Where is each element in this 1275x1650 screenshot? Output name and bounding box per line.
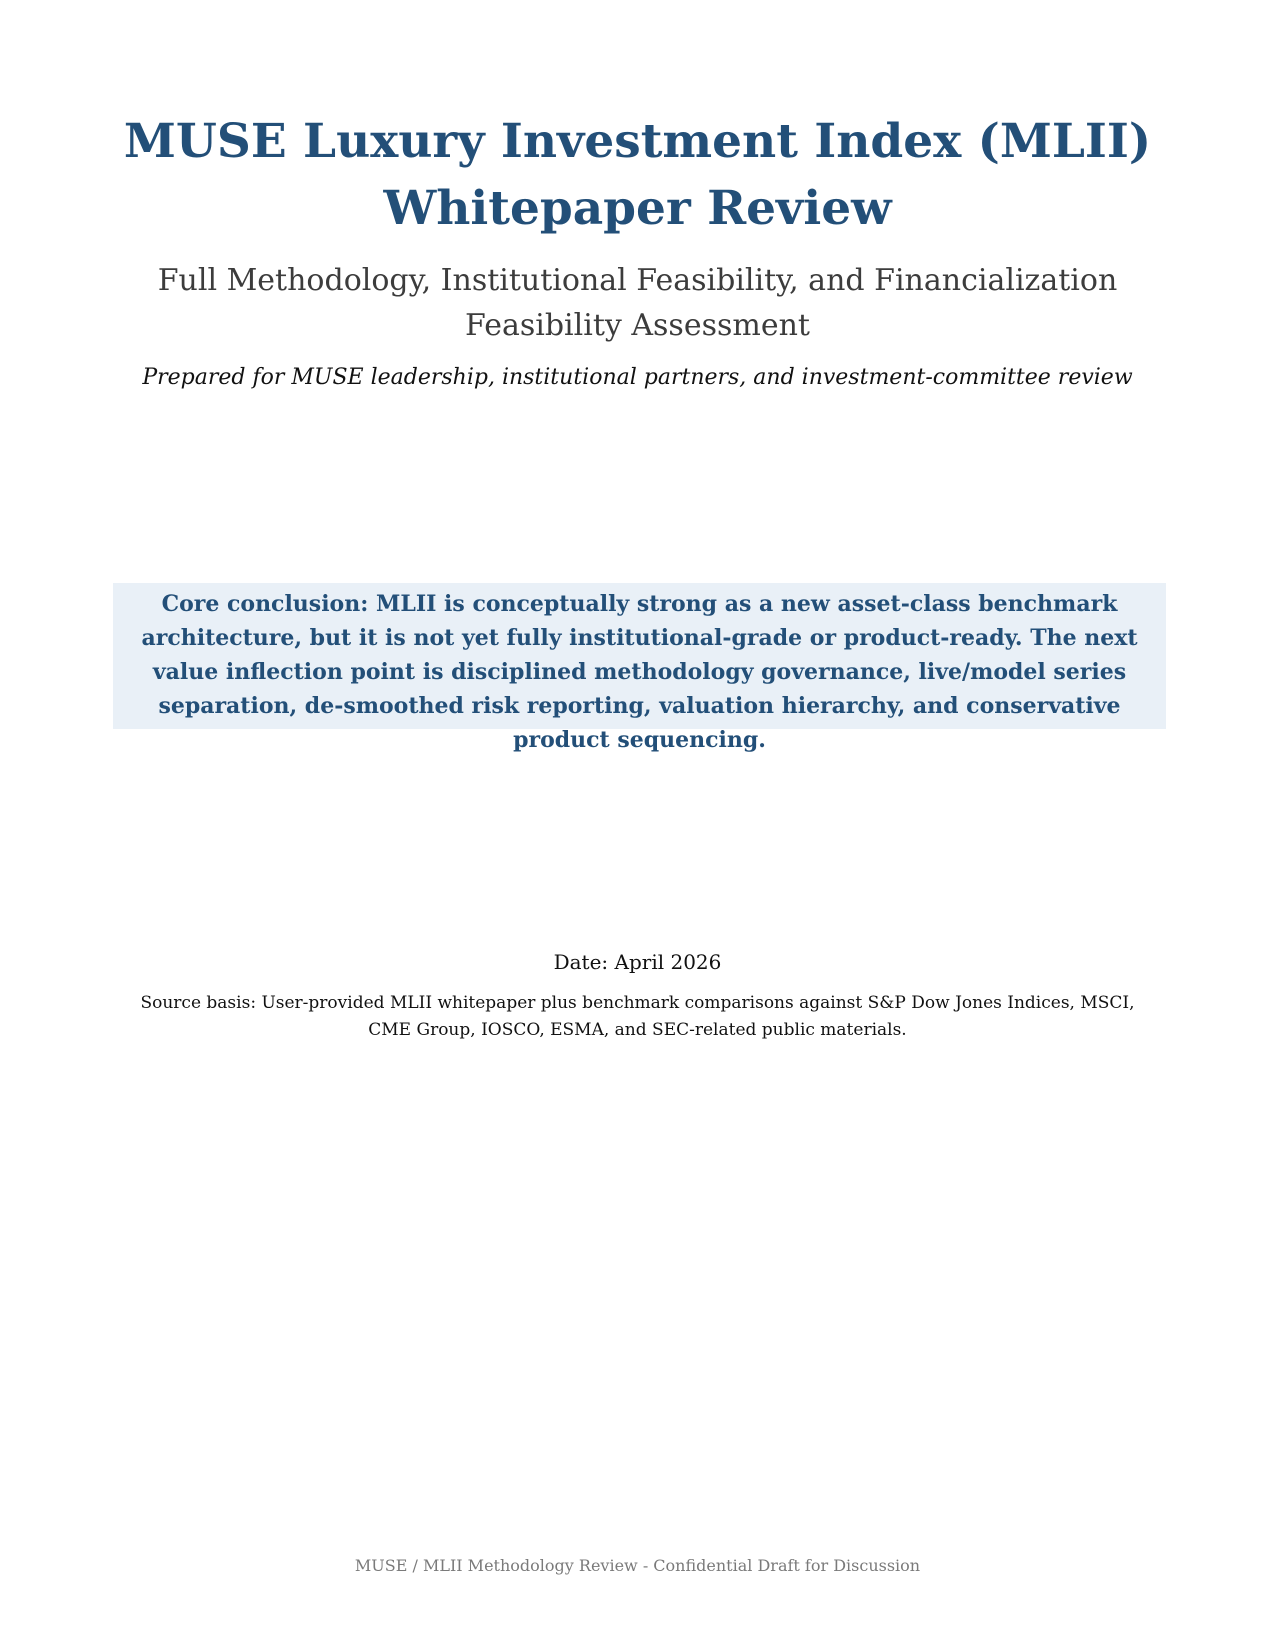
core-conclusion-text: Core conclusion: MLII is conceptually strong as a new asset-class benchmark architecture, but it is not yet fully institutional-grade or product-ready. The next value inflection point is disciplined methodology governance, live/model series separation, de-smoothed risk reporting, valuation hierarchy, and conservative product sequencing. [141,591,1138,753]
page-footer: MUSE / MLII Methodology Review - Confidential Draft for Discussion [354,1556,921,1575]
document-date: Date: April 2026 [553,950,722,974]
document-subtitle: Full Methodology, Institutional Feasibility, and Financialization Feasibility Assessment [157,263,1118,343]
core-conclusion-callout [113,583,1166,753]
document-title: MUSE Luxury Investment Index (MLII) Whitepaper Review [123,114,1152,236]
source-basis: Source basis: User-provided MLII whitepaper plus benchmark comparisons against S&P Dow Jones Indices, MSCI, CME Group, IOSCO, ESMA, and SEC-related public materials. [140,993,1135,1040]
prepared-for-line: Prepared for MUSE leadership, institutional partners, and investment-committee review [142,365,1133,390]
